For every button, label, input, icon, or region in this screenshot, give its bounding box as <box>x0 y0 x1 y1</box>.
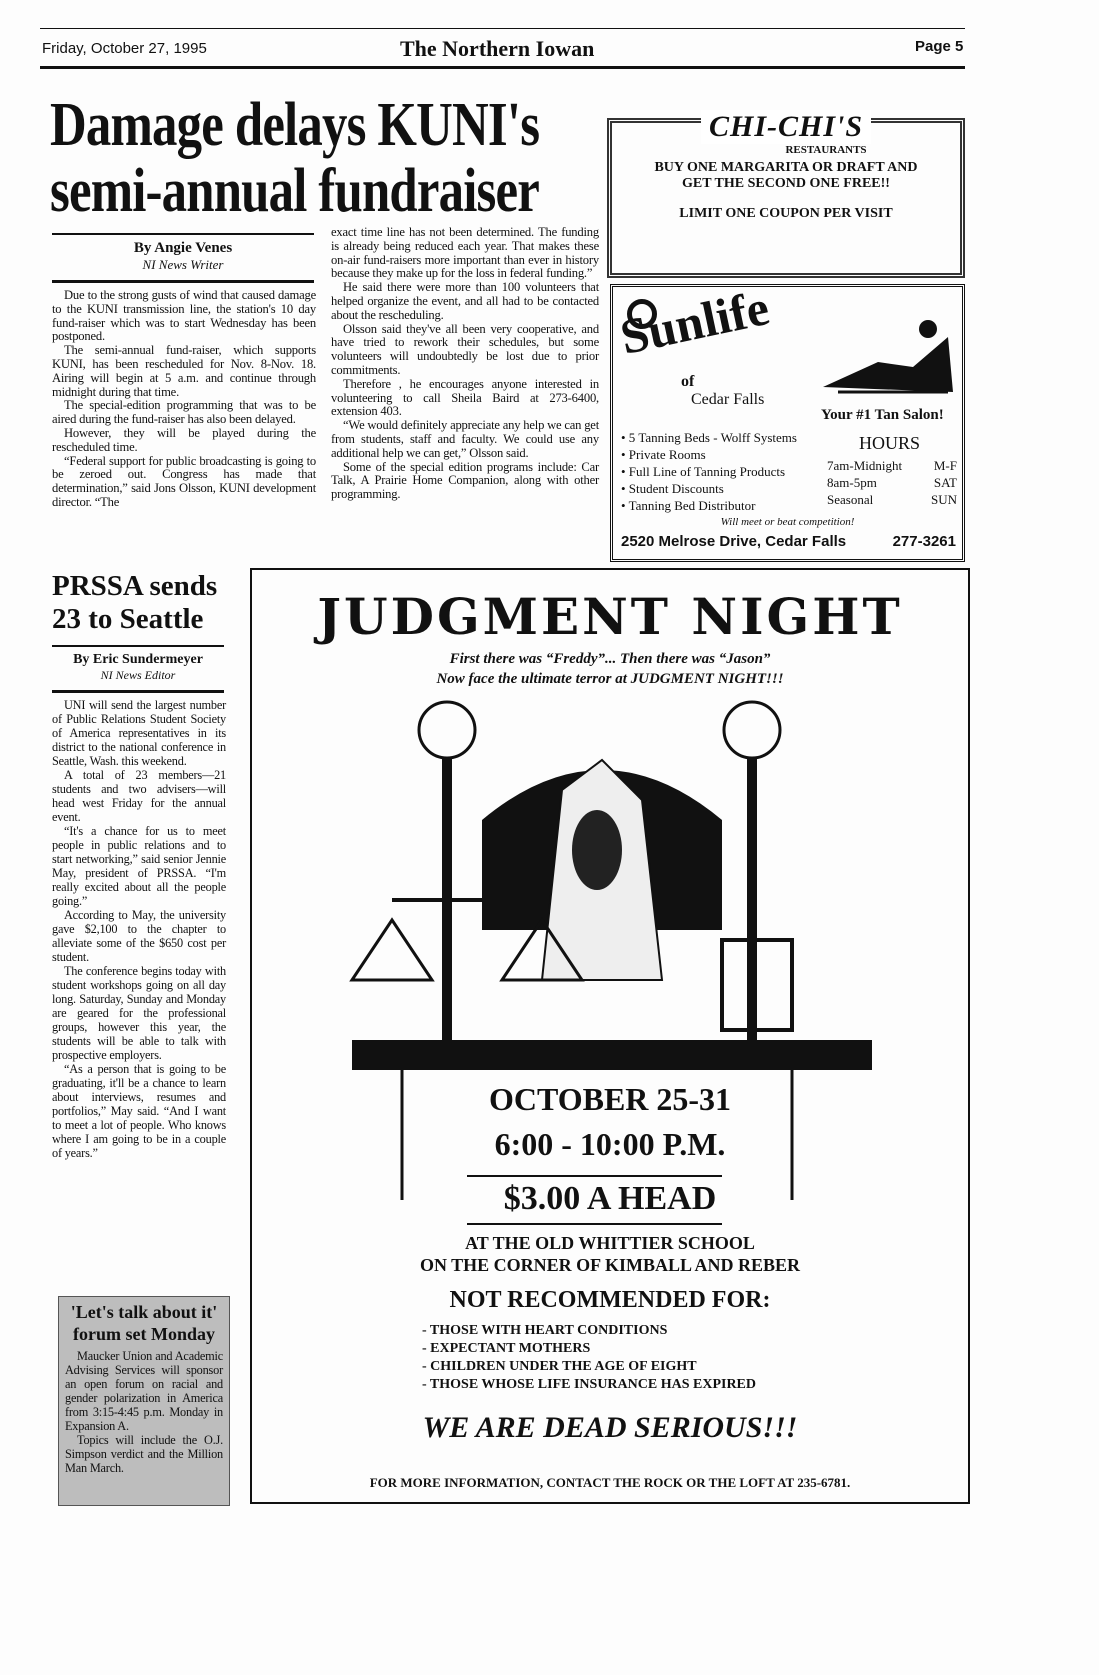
byline-rule <box>52 645 224 647</box>
hours: Seasonal <box>827 492 874 507</box>
event-time: 6:00 - 10:00 P.M. <box>494 1126 726 1162</box>
author-title: NI News Writer <box>142 257 224 272</box>
paragraph: Olsson said they've all been very cooperative, and have tried to rework their schedules, but some volunteers will undoubtedly be lost due to prior commitments. <box>331 321 599 377</box>
paragraph: “As a person that is going to be graduating, it'll be a chance to learn about interviews, resumes and portfolios,” May said. “And I want to meet a lot of people. Who knows where I am going to be in a couple of years.” <box>52 1062 226 1160</box>
contact-info: FOR MORE INFORMATION, CONTACT THE ROCK OR THE LOFT AT 235-6781. <box>369 1475 851 1490</box>
masthead: The Northern Iowan <box>400 36 595 61</box>
event-title: JUDGMENT NIGHT <box>317 587 903 646</box>
kuni-column-1 <box>52 289 316 510</box>
paragraph: Due to the strong gusts of wind that caused damage to the KUNI transmission line, the station's 10 day fund-raiser which was to start Wednesday has been postponed. <box>52 288 316 344</box>
prssa-column <box>52 698 226 1160</box>
sunlife-of: of <box>681 373 695 390</box>
sunbather-illustration <box>818 307 958 397</box>
warning-item: - THOSE WHOSE LIFE INSURANCE HAS EXPIRED <box>422 1377 757 1392</box>
author: By Angie Venes <box>133 240 233 256</box>
hours: 8am-5pm <box>827 475 877 490</box>
tagline-2: Now face the ultimate terror at JUDGMENT NIGHT!!! <box>436 671 784 687</box>
paragraph: Some of the special edition programs include: Car Talk, A Prairie Home Companion, along with other programming. <box>331 459 599 502</box>
feature: • 5 Tanning Beds - Wolff Systems <box>621 430 797 445</box>
byline-prssa <box>52 652 224 683</box>
headline-prssa <box>52 570 217 636</box>
chichis-offer: BUY ONE MARGARITA OR DRAFT AND GET THE SECOND ONE FREE!! <box>654 160 918 191</box>
sunlife-tagline: Your #1 Tan Salon! <box>821 407 944 423</box>
paragraph: UNI will send the largest number of Public Relations Student Society of America representatives in its district to the national conference in Seattle, Wash. this weekend. <box>52 698 226 768</box>
chichis-ad <box>607 110 965 278</box>
headline-line: Damage delays KUNI's <box>50 91 540 159</box>
paragraph: Maucker Union and Academic Advising Services will sponsor an open forum on racial and gender polarization in America from 3:15-4:45 p.m. Monday in Expansion A. <box>65 1349 223 1433</box>
event-location <box>252 1232 968 1276</box>
paragraph: exact time line has not been determined. The funding is already being reduced each year. That makes these on-air fund-raisers more important than ever in history because they make up for the loss in federal funding.” <box>331 225 599 281</box>
location-line: AT THE OLD WHITTIER SCHOOL <box>465 1233 755 1253</box>
header-rule <box>40 66 965 69</box>
headline-line: semi-annual fundraiser <box>50 157 540 225</box>
hours-title: HOURS <box>859 433 921 453</box>
byline-rule <box>52 690 224 693</box>
divider <box>467 1223 722 1225</box>
paragraph: The special-edition programming that was to be aired during the fund-raiser has also been delayed. <box>52 398 316 427</box>
feature: • Tanning Bed Distributor <box>621 498 756 513</box>
sunlife-logo: Sunlife <box>615 279 774 365</box>
sunlife-ad <box>610 279 965 562</box>
event-price: $3.00 A HEAD <box>503 1180 717 1217</box>
day: SUN <box>930 492 957 507</box>
hours: 7am-Midnight <box>827 458 903 473</box>
page-number: Page 5 <box>915 38 964 55</box>
kuni-column-2 <box>331 226 599 502</box>
warning-title: NOT RECOMMENDED FOR: <box>449 1287 771 1313</box>
warning-list <box>422 1322 756 1394</box>
chichis-logo: CHI-CHI'S <box>701 110 871 144</box>
headline-line: PRSSA sends <box>52 570 218 602</box>
top-rule <box>40 28 965 29</box>
paragraph: He said there were more than 100 volunteers that helped organize the event, and all had to be contacted about the rescheduling. <box>331 280 599 322</box>
byline-kuni <box>52 240 314 273</box>
day: M-F <box>933 458 957 473</box>
location-line: ON THE CORNER OF KIMBALL AND REBER <box>419 1255 801 1275</box>
byline-rule <box>52 280 314 283</box>
sunlife-city: Cedar Falls <box>691 391 765 408</box>
author-title: NI News Editor <box>100 668 176 682</box>
divider <box>467 1175 722 1177</box>
headline-line: 23 to Seattle <box>52 603 204 635</box>
sunlife-features <box>621 429 821 514</box>
chichis-sub: RESTAURANTS <box>785 144 867 156</box>
sunlife-promise: Will meet or beat competition! <box>720 516 855 528</box>
paragraph: A total of 23 members—21 students and two advisers—will head west Friday for the annual event. <box>52 768 226 824</box>
tagline-1: First there was “Freddy”... Then there was “Jason” <box>449 651 771 667</box>
warning-item: - EXPECTANT MOTHERS <box>422 1341 591 1356</box>
sunlife-address: 2520 Melrose Drive, Cedar Falls <box>621 533 847 550</box>
paragraph: Therefore , he encourages anyone interested in volunteering to call Sheila Baird at 273-6400, extension 403. <box>331 376 599 419</box>
paragraph: According to May, the university gave $2,100 to the chapter to alleviate some of the $650 cost per student. <box>52 908 226 964</box>
paragraph: “We would definitely appreciate any help we can get from students, staff and faculty. We could use any additional help we can get,” Olsson said. <box>331 418 599 460</box>
brief-headline: 'Let's talk about it' forum set Monday <box>70 1302 218 1344</box>
feature: • Full Line of Tanning Products <box>621 464 786 479</box>
byline-rule <box>52 233 314 235</box>
author: By Eric Sundermeyer <box>73 652 203 667</box>
paragraph: “It's a chance for us to meet people in public relations and to start networking,” said senior Jennie May, president of PRSSA. “I'm really excited about all the people going.” <box>52 824 226 908</box>
forum-brief <box>58 1296 230 1506</box>
paragraph: Topics will include the O.J. Simpson verdict and the Million Man March. <box>65 1433 223 1475</box>
headline-kuni <box>50 92 595 224</box>
feature: • Student Discounts <box>621 481 724 496</box>
sunlife-phone: 277-3261 <box>892 533 956 550</box>
judgment-night-ad <box>250 568 970 1504</box>
day: SAT <box>933 475 957 490</box>
paragraph: However, they will be played during the rescheduled time. <box>52 425 316 454</box>
paragraph: “Federal support for public broadcasting is going to be zeroed out. Congress has made that determination,” said Jons Olsson, KUNI development director. “The <box>52 453 316 509</box>
dead-serious: WE ARE DEAD SERIOUS!!! <box>422 1411 798 1444</box>
chichis-limit: LIMIT ONE COUPON PER VISIT <box>679 206 893 221</box>
warning-item: - CHILDREN UNDER THE AGE OF EIGHT <box>422 1359 697 1374</box>
issue-date: Friday, October 27, 1995 <box>42 40 207 57</box>
paragraph: The conference begins today with student workshops going on all day long. Saturday, Sunday and Monday are geared for the professional groups, however this year, the students will be able to talk with prospective employers. <box>52 964 226 1062</box>
paragraph: The semi-annual fund-raiser, which supports KUNI, has been rescheduled for Nov. 8-Nov. 18. Airing will begin at 5 a.m. and continue through midnight during that time. <box>52 343 316 399</box>
hours-table <box>827 457 957 508</box>
event-dates: OCTOBER 25-31 <box>488 1081 732 1117</box>
feature: • Private Rooms <box>621 447 706 462</box>
warning-item: - THOSE WITH HEART CONDITIONS <box>422 1323 668 1338</box>
